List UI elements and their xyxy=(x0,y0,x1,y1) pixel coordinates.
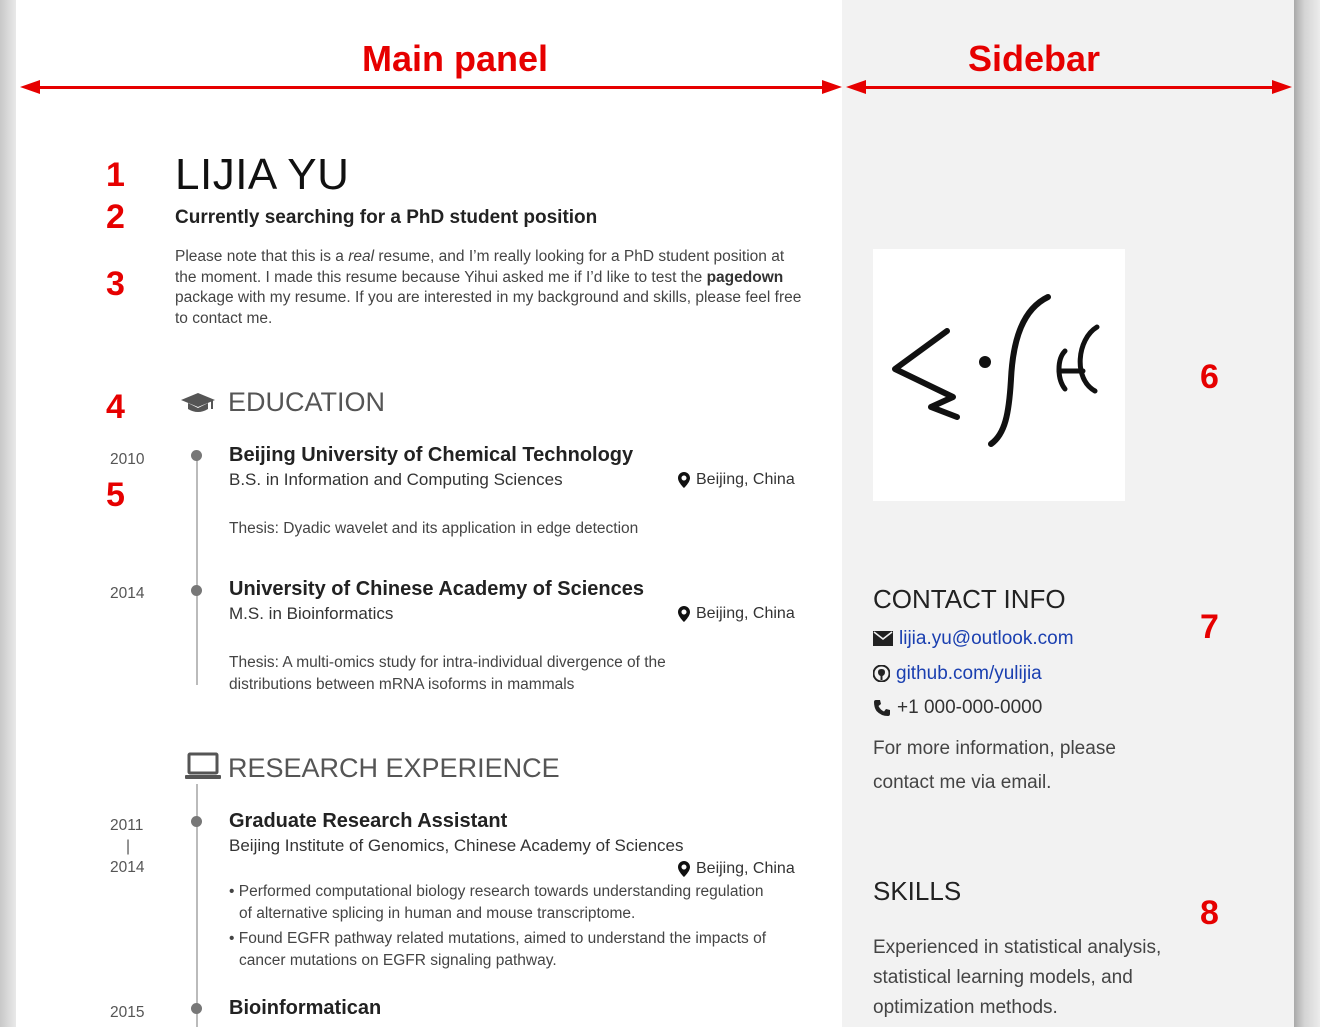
page-edge-left xyxy=(0,0,16,1027)
education-degree-2: M.S. in Bioinformatics xyxy=(229,604,394,623)
annotation-4: 4 xyxy=(106,388,125,426)
education-year-2: 2014 xyxy=(110,585,145,602)
signature-logo xyxy=(873,249,1125,501)
education-degree-1: B.S. in Information and Computing Sciences xyxy=(229,470,563,489)
timeline-dot xyxy=(191,450,202,461)
annotation-7: 7 xyxy=(1200,608,1219,646)
contact-github-row[interactable] xyxy=(873,663,1042,685)
education-thesis-1: Thesis: Dyadic wavelet and its application in edge detection xyxy=(229,520,639,537)
sidebar xyxy=(842,0,1294,1027)
resume-headline: Currently searching for a PhD student position xyxy=(175,207,598,228)
research-year-separator: | xyxy=(126,838,131,855)
timeline-dot xyxy=(191,1003,202,1014)
research-year-end-1: 2014 xyxy=(110,859,145,876)
contact-email-row[interactable] xyxy=(873,628,1074,650)
github-icon xyxy=(873,665,890,682)
graduation-cap-icon xyxy=(180,391,216,415)
map-marker-icon xyxy=(678,472,690,488)
education-school-1: Beijing University of Chemical Technology xyxy=(229,444,634,466)
research-org-1: Beijing Institute of Genomics, Chinese Academy of Sciences xyxy=(229,836,684,855)
laptop-icon xyxy=(185,752,221,782)
education-location-2: Beijing, China xyxy=(678,605,795,623)
education-thesis-2: Thesis: A multi-omics study for intra-individual divergence of the distributions between mRNA isoforms in mammals xyxy=(229,654,666,693)
email-link[interactable]: lijia.yu@outlook.com xyxy=(899,628,1074,649)
contact-phone-row: +1 000-000-0000 xyxy=(873,697,1042,719)
timeline-dot xyxy=(191,816,202,827)
research-bullet-2: • Found EGFR pathway related mutations, aimed to understand the impacts of cancer mutations on EGFR signaling pathway. xyxy=(229,930,767,969)
main-panel-arrow xyxy=(20,80,842,94)
annotation-1: 1 xyxy=(106,156,125,194)
envelope-icon xyxy=(873,631,893,646)
contact-title: CONTACT INFO xyxy=(873,584,1066,614)
map-marker-icon xyxy=(678,861,690,877)
research-location-1: Beijing, China xyxy=(678,860,795,878)
annotation-2: 2 xyxy=(106,198,125,236)
resume-name: LIJIA YU xyxy=(175,150,350,199)
sidebar-annotation: Sidebar xyxy=(968,38,1101,79)
map-marker-icon xyxy=(678,606,690,622)
research-year-start-2: 2015 xyxy=(110,1004,145,1021)
contact-note: For more information, please contact me via email. xyxy=(873,738,1116,793)
page-edge-right xyxy=(1294,0,1320,1027)
timeline-dot xyxy=(191,585,202,596)
resume-intro: Please note that this is a real resume, and I’m really looking for a PhD student position at the moment. I made this resume because Yihui asked me if I’d like to test the pagedown package with my resume. If you are interested in my background and skills, please feel free to contact me. xyxy=(175,248,802,327)
sidebar-arrow xyxy=(846,80,1292,94)
education-location-1: Beijing, China xyxy=(678,471,795,489)
main-panel-annotation: Main panel xyxy=(362,38,549,79)
calligraphy-signature-image xyxy=(873,249,1125,501)
education-school-2: University of Chinese Academy of Sciences xyxy=(229,578,644,600)
education-year-1: 2010 xyxy=(110,451,145,468)
research-bullet-1: • Performed computational biology research towards understanding regulation of alternative splicing in human and mouse transcriptome. xyxy=(229,883,764,922)
annotation-8: 8 xyxy=(1200,894,1219,932)
github-link[interactable]: github.com/yulijia xyxy=(896,663,1042,684)
skills-title: SKILLS xyxy=(873,876,962,906)
annotation-6: 6 xyxy=(1200,358,1219,396)
annotation-3: 3 xyxy=(106,265,125,303)
research-role-2: Bioinformatican xyxy=(229,997,382,1019)
research-role-1: Graduate Research Assistant xyxy=(229,810,508,832)
annotation-5: 5 xyxy=(106,476,125,514)
research-title: RESEARCH EXPERIENCE xyxy=(228,753,560,783)
education-title: EDUCATION xyxy=(228,387,386,417)
research-year-start-1: 2011 xyxy=(110,817,144,834)
phone-icon xyxy=(873,699,891,717)
skills-text: Experienced in statistical analysis, statistical learning models, and optimization methods. xyxy=(873,937,1162,1018)
education-timeline xyxy=(196,455,198,685)
